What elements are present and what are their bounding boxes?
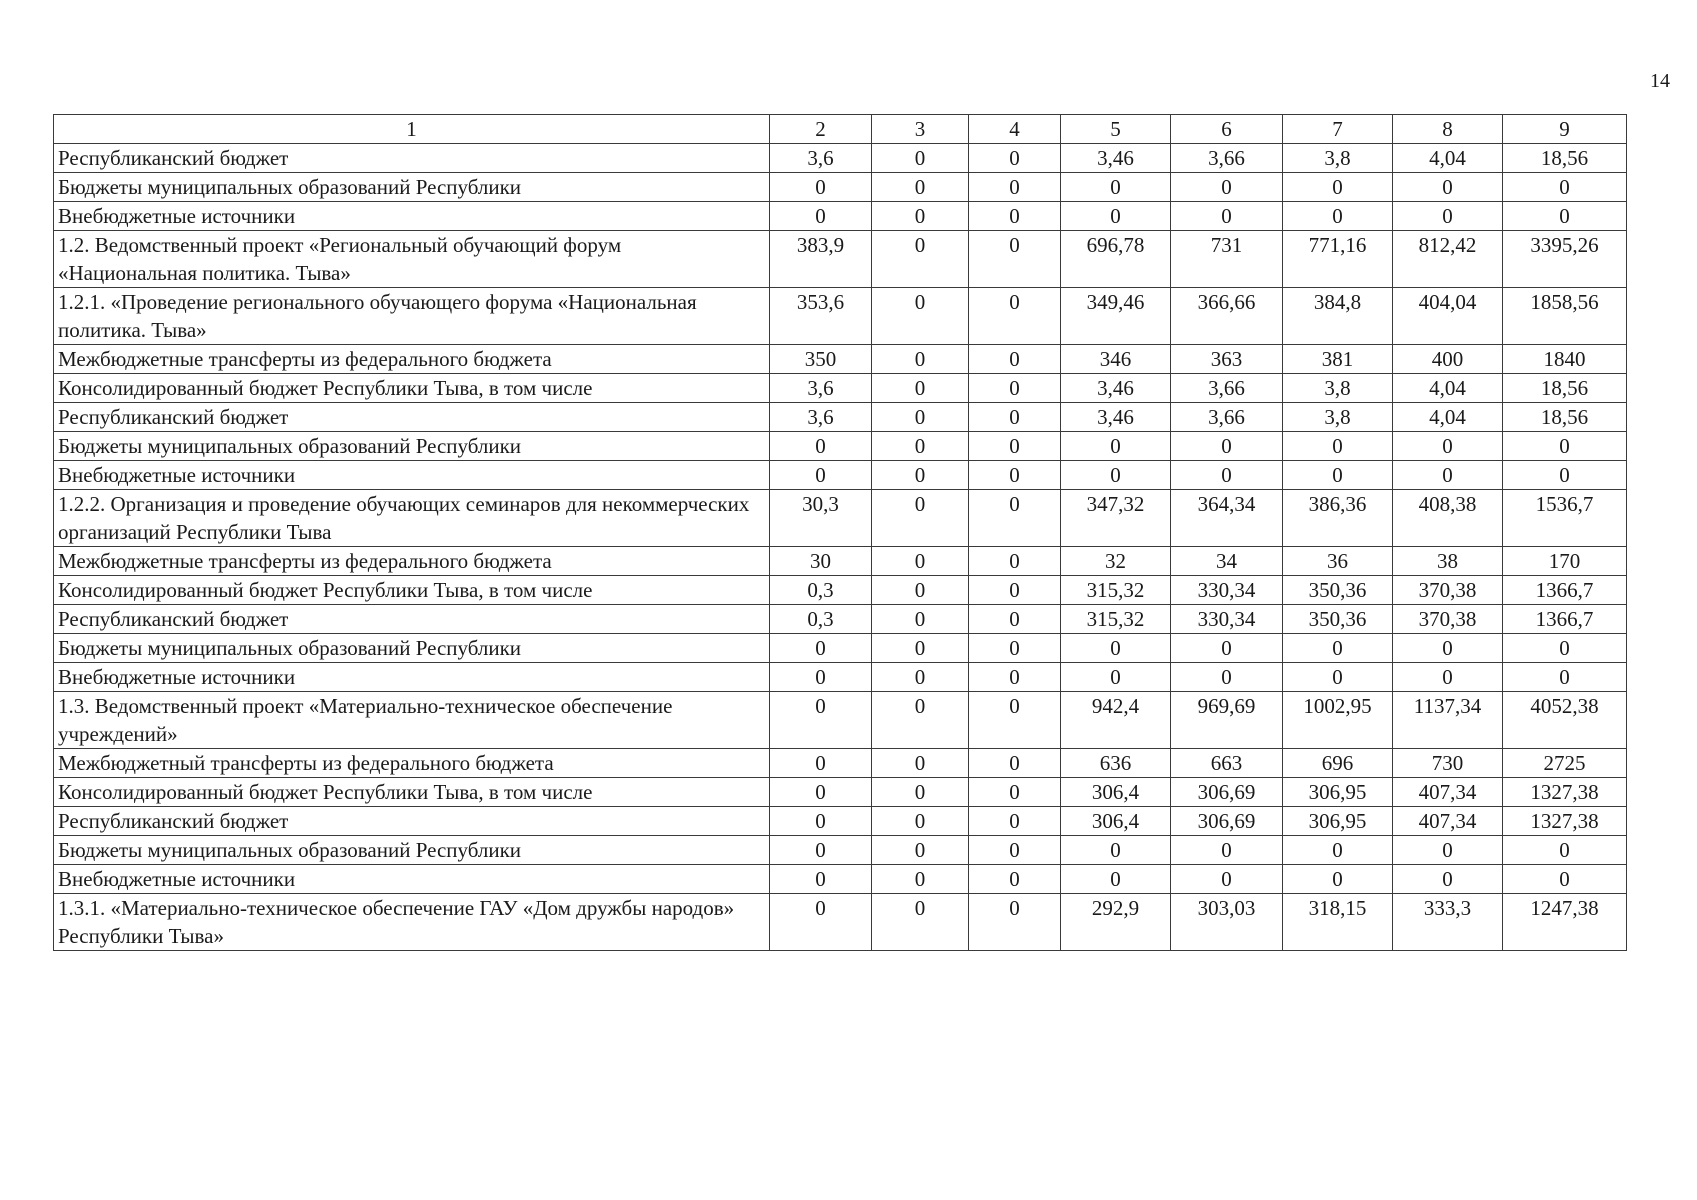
table-cell: 408,38 bbox=[1393, 490, 1503, 547]
table-cell: 0 bbox=[969, 663, 1061, 692]
table-cell: 1366,7 bbox=[1503, 576, 1627, 605]
table-cell: 0 bbox=[770, 432, 872, 461]
table-cell: 292,9 bbox=[1061, 894, 1171, 951]
table-cell: 0,3 bbox=[770, 605, 872, 634]
row-label: Республиканский бюджет bbox=[54, 605, 770, 634]
table-cell: 696 bbox=[1283, 749, 1393, 778]
row-label: Консолидированный бюджет Республики Тыва, в том числе bbox=[54, 374, 770, 403]
row-label: Бюджеты муниципальных образований Республики bbox=[54, 173, 770, 202]
table-cell: 0 bbox=[969, 144, 1061, 173]
table-cell: 0 bbox=[872, 173, 969, 202]
table-cell: 0 bbox=[1393, 663, 1503, 692]
table-cell: 0 bbox=[1503, 865, 1627, 894]
table-cell: 0 bbox=[1503, 634, 1627, 663]
table-cell: 1327,38 bbox=[1503, 778, 1627, 807]
table-row bbox=[54, 144, 1627, 173]
table-row bbox=[54, 231, 1627, 288]
table-cell: 0 bbox=[1503, 461, 1627, 490]
table-cell: 0 bbox=[969, 202, 1061, 231]
table-cell: 407,34 bbox=[1393, 778, 1503, 807]
table-cell: 0 bbox=[969, 778, 1061, 807]
row-label: Межбюджетные трансферты из федерального бюджета bbox=[54, 547, 770, 576]
row-label: Консолидированный бюджет Республики Тыва, в том числе bbox=[54, 778, 770, 807]
table-cell: 0 bbox=[1503, 173, 1627, 202]
table-cell: 0 bbox=[969, 432, 1061, 461]
table-cell: 0 bbox=[1503, 202, 1627, 231]
table-cell: 18,56 bbox=[1503, 144, 1627, 173]
table-cell: 969,69 bbox=[1171, 692, 1283, 749]
table-cell: 315,32 bbox=[1061, 605, 1171, 634]
table-cell: 812,42 bbox=[1393, 231, 1503, 288]
table-cell: 0 bbox=[1393, 173, 1503, 202]
column-number-header: 6 bbox=[1171, 115, 1283, 144]
column-number-header: 4 bbox=[969, 115, 1061, 144]
table-cell: 0 bbox=[770, 173, 872, 202]
table-cell: 0 bbox=[872, 345, 969, 374]
table-cell: 306,69 bbox=[1171, 807, 1283, 836]
table-cell: 0 bbox=[872, 432, 969, 461]
table-cell: 0 bbox=[872, 807, 969, 836]
table-cell: 0 bbox=[872, 547, 969, 576]
table-cell: 318,15 bbox=[1283, 894, 1393, 951]
table-cell: 330,34 bbox=[1171, 576, 1283, 605]
table-cell: 170 bbox=[1503, 547, 1627, 576]
table-cell: 0 bbox=[872, 692, 969, 749]
table-cell: 333,3 bbox=[1393, 894, 1503, 951]
table-cell: 0 bbox=[969, 576, 1061, 605]
table-cell: 381 bbox=[1283, 345, 1393, 374]
table-row bbox=[54, 605, 1627, 634]
table-cell: 350,36 bbox=[1283, 605, 1393, 634]
table-cell: 0 bbox=[872, 231, 969, 288]
table-cell: 3,66 bbox=[1171, 403, 1283, 432]
table-cell: 407,34 bbox=[1393, 807, 1503, 836]
table-cell: 4,04 bbox=[1393, 144, 1503, 173]
table-cell: 404,04 bbox=[1393, 288, 1503, 345]
row-label: Внебюджетные источники bbox=[54, 865, 770, 894]
row-label: Бюджеты муниципальных образований Республики bbox=[54, 836, 770, 865]
table-cell: 0 bbox=[872, 836, 969, 865]
row-label: 1.3.1. «Материально-техническое обеспечение ГАУ «Дом дружбы народов» Республики Тыва» bbox=[54, 894, 770, 951]
table-cell: 0 bbox=[969, 605, 1061, 634]
table-row bbox=[54, 865, 1627, 894]
table-cell: 370,38 bbox=[1393, 576, 1503, 605]
table-cell: 0 bbox=[969, 894, 1061, 951]
row-label: Межбюджетный трансферты из федерального бюджета bbox=[54, 749, 770, 778]
table-cell: 0 bbox=[770, 692, 872, 749]
table-cell: 730 bbox=[1393, 749, 1503, 778]
table-cell: 0 bbox=[872, 663, 969, 692]
table-cell: 3,6 bbox=[770, 403, 872, 432]
table-cell: 0 bbox=[872, 865, 969, 894]
table-cell: 0 bbox=[1283, 202, 1393, 231]
table-cell: 0 bbox=[969, 461, 1061, 490]
table-cell: 0 bbox=[872, 490, 969, 547]
table-cell: 349,46 bbox=[1061, 288, 1171, 345]
table-cell: 0 bbox=[872, 202, 969, 231]
table-cell: 0 bbox=[969, 231, 1061, 288]
table-cell: 36 bbox=[1283, 547, 1393, 576]
table-cell: 0 bbox=[1283, 461, 1393, 490]
table-cell: 3,8 bbox=[1283, 403, 1393, 432]
row-label: Внебюджетные источники bbox=[54, 202, 770, 231]
table-cell: 3395,26 bbox=[1503, 231, 1627, 288]
table-row bbox=[54, 490, 1627, 547]
table-cell: 0 bbox=[872, 144, 969, 173]
table-cell: 2725 bbox=[1503, 749, 1627, 778]
table-cell: 0 bbox=[1393, 865, 1503, 894]
table-cell: 1840 bbox=[1503, 345, 1627, 374]
row-label: Республиканский бюджет bbox=[54, 807, 770, 836]
table-cell: 0 bbox=[770, 634, 872, 663]
table-cell: 0 bbox=[1283, 663, 1393, 692]
table-cell: 0 bbox=[1171, 634, 1283, 663]
page-number: 14 bbox=[1650, 70, 1670, 92]
table-cell: 0 bbox=[1393, 836, 1503, 865]
table-cell: 306,95 bbox=[1283, 807, 1393, 836]
table-cell: 1002,95 bbox=[1283, 692, 1393, 749]
table-cell: 0 bbox=[1503, 663, 1627, 692]
table-row bbox=[54, 663, 1627, 692]
table-cell: 350,36 bbox=[1283, 576, 1393, 605]
table-cell: 0 bbox=[969, 807, 1061, 836]
table-row bbox=[54, 836, 1627, 865]
table-cell: 0 bbox=[872, 605, 969, 634]
table-cell: 330,34 bbox=[1171, 605, 1283, 634]
table-cell: 366,66 bbox=[1171, 288, 1283, 345]
budget-table bbox=[53, 114, 1627, 951]
table-body bbox=[54, 115, 1627, 951]
row-label: Республиканский бюджет bbox=[54, 144, 770, 173]
table-cell: 1247,38 bbox=[1503, 894, 1627, 951]
table-cell: 771,16 bbox=[1283, 231, 1393, 288]
table-cell: 18,56 bbox=[1503, 374, 1627, 403]
row-label: 1.2.1. «Проведение регионального обучающего форума «Национальная политика. Тыва» bbox=[54, 288, 770, 345]
table-cell: 30 bbox=[770, 547, 872, 576]
table-row bbox=[54, 173, 1627, 202]
table-cell: 1327,38 bbox=[1503, 807, 1627, 836]
table-row bbox=[54, 634, 1627, 663]
table-header-row bbox=[54, 115, 1627, 144]
table-cell: 3,66 bbox=[1171, 144, 1283, 173]
table-cell: 38 bbox=[1393, 547, 1503, 576]
row-label: 1.2.2. Организация и проведение обучающих семинаров для некоммерческих организаций Республики Тыва bbox=[54, 490, 770, 547]
table-cell: 0 bbox=[1171, 461, 1283, 490]
table-cell: 0 bbox=[1061, 634, 1171, 663]
row-label: Внебюджетные источники bbox=[54, 461, 770, 490]
table-cell: 0 bbox=[1283, 865, 1393, 894]
table-cell: 636 bbox=[1061, 749, 1171, 778]
column-number-header: 7 bbox=[1283, 115, 1393, 144]
table-row bbox=[54, 894, 1627, 951]
table-cell: 306,69 bbox=[1171, 778, 1283, 807]
table-cell: 0 bbox=[770, 749, 872, 778]
table-cell: 1137,34 bbox=[1393, 692, 1503, 749]
table-cell: 0 bbox=[1393, 634, 1503, 663]
table-row bbox=[54, 202, 1627, 231]
table-cell: 0 bbox=[969, 547, 1061, 576]
table-cell: 303,03 bbox=[1171, 894, 1283, 951]
table-cell: 0 bbox=[969, 749, 1061, 778]
row-label: 1.2. Ведомственный проект «Региональный обучающий форум «Национальная политика. Тыва» bbox=[54, 231, 770, 288]
row-label: Межбюджетные трансферты из федерального бюджета bbox=[54, 345, 770, 374]
table-cell: 0 bbox=[872, 288, 969, 345]
row-label: Внебюджетные источники bbox=[54, 663, 770, 692]
column-number-header: 5 bbox=[1061, 115, 1171, 144]
column-number-header: 3 bbox=[872, 115, 969, 144]
table-cell: 384,8 bbox=[1283, 288, 1393, 345]
column-number-header: 1 bbox=[54, 115, 770, 144]
table-cell: 0 bbox=[1061, 432, 1171, 461]
table-cell: 0,3 bbox=[770, 576, 872, 605]
table-cell: 0 bbox=[1171, 836, 1283, 865]
table-cell: 696,78 bbox=[1061, 231, 1171, 288]
table-cell: 3,46 bbox=[1061, 144, 1171, 173]
table-cell: 0 bbox=[1061, 202, 1171, 231]
table-cell: 3,46 bbox=[1061, 374, 1171, 403]
table-cell: 0 bbox=[1171, 202, 1283, 231]
column-number-header: 9 bbox=[1503, 115, 1627, 144]
table-cell: 0 bbox=[1393, 202, 1503, 231]
table-cell: 0 bbox=[872, 403, 969, 432]
table-row bbox=[54, 403, 1627, 432]
table-cell: 0 bbox=[969, 403, 1061, 432]
table-row bbox=[54, 749, 1627, 778]
table-row bbox=[54, 432, 1627, 461]
table-cell: 34 bbox=[1171, 547, 1283, 576]
table-cell: 0 bbox=[1061, 663, 1171, 692]
table-row bbox=[54, 345, 1627, 374]
table-cell: 0 bbox=[1171, 865, 1283, 894]
table-cell: 4,04 bbox=[1393, 403, 1503, 432]
table-cell: 0 bbox=[969, 288, 1061, 345]
column-number-header: 2 bbox=[770, 115, 872, 144]
table-cell: 3,8 bbox=[1283, 144, 1393, 173]
table-cell: 0 bbox=[872, 894, 969, 951]
table-cell: 0 bbox=[770, 202, 872, 231]
table-cell: 0 bbox=[770, 807, 872, 836]
table-cell: 0 bbox=[969, 173, 1061, 202]
column-number-header: 8 bbox=[1393, 115, 1503, 144]
row-label: Республиканский бюджет bbox=[54, 403, 770, 432]
table-cell: 731 bbox=[1171, 231, 1283, 288]
table-cell: 306,95 bbox=[1283, 778, 1393, 807]
table-cell: 0 bbox=[1171, 432, 1283, 461]
table-cell: 0 bbox=[770, 461, 872, 490]
table-cell: 350 bbox=[770, 345, 872, 374]
table-row bbox=[54, 547, 1627, 576]
table-cell: 386,36 bbox=[1283, 490, 1393, 547]
table-cell: 4,04 bbox=[1393, 374, 1503, 403]
table-cell: 0 bbox=[872, 749, 969, 778]
table-cell: 18,56 bbox=[1503, 403, 1627, 432]
table-cell: 306,4 bbox=[1061, 778, 1171, 807]
table-cell: 0 bbox=[770, 836, 872, 865]
table-cell: 315,32 bbox=[1061, 576, 1171, 605]
table-cell: 0 bbox=[872, 634, 969, 663]
table-cell: 4052,38 bbox=[1503, 692, 1627, 749]
table-cell: 1858,56 bbox=[1503, 288, 1627, 345]
table-cell: 0 bbox=[1503, 432, 1627, 461]
table-cell: 347,32 bbox=[1061, 490, 1171, 547]
table-cell: 0 bbox=[1503, 836, 1627, 865]
table-cell: 0 bbox=[1061, 461, 1171, 490]
table-cell: 3,6 bbox=[770, 144, 872, 173]
table-cell: 30,3 bbox=[770, 490, 872, 547]
table-cell: 353,6 bbox=[770, 288, 872, 345]
table-cell: 32 bbox=[1061, 547, 1171, 576]
table-row bbox=[54, 288, 1627, 345]
table-cell: 0 bbox=[770, 894, 872, 951]
table-cell: 0 bbox=[1061, 173, 1171, 202]
table-cell: 1366,7 bbox=[1503, 605, 1627, 634]
table-cell: 0 bbox=[969, 634, 1061, 663]
table-cell: 0 bbox=[872, 576, 969, 605]
table-row bbox=[54, 807, 1627, 836]
table-cell: 0 bbox=[872, 461, 969, 490]
table-cell: 0 bbox=[969, 345, 1061, 374]
table-cell: 0 bbox=[1283, 432, 1393, 461]
row-label: Консолидированный бюджет Республики Тыва, в том числе bbox=[54, 576, 770, 605]
table-cell: 0 bbox=[1283, 836, 1393, 865]
table-cell: 3,6 bbox=[770, 374, 872, 403]
table-cell: 0 bbox=[770, 865, 872, 894]
table-cell: 0 bbox=[1283, 634, 1393, 663]
table-cell: 0 bbox=[1393, 432, 1503, 461]
table-cell: 0 bbox=[770, 778, 872, 807]
table-cell: 0 bbox=[969, 836, 1061, 865]
table-row bbox=[54, 778, 1627, 807]
row-label: 1.3. Ведомственный проект «Материально-техническое обеспечение учреждений» bbox=[54, 692, 770, 749]
table-cell: 0 bbox=[1171, 173, 1283, 202]
table-cell: 0 bbox=[1283, 173, 1393, 202]
table-cell: 942,4 bbox=[1061, 692, 1171, 749]
table-row bbox=[54, 461, 1627, 490]
table-row bbox=[54, 576, 1627, 605]
table-cell: 3,8 bbox=[1283, 374, 1393, 403]
table-cell: 0 bbox=[770, 663, 872, 692]
table-cell: 383,9 bbox=[770, 231, 872, 288]
table-cell: 0 bbox=[969, 374, 1061, 403]
table-cell: 0 bbox=[872, 778, 969, 807]
table-cell: 363 bbox=[1171, 345, 1283, 374]
table-row bbox=[54, 374, 1627, 403]
table-cell: 0 bbox=[1061, 836, 1171, 865]
table-cell: 0 bbox=[969, 490, 1061, 547]
table-cell: 0 bbox=[1393, 461, 1503, 490]
table-cell: 306,4 bbox=[1061, 807, 1171, 836]
table-cell: 1536,7 bbox=[1503, 490, 1627, 547]
row-label: Бюджеты муниципальных образований Республики bbox=[54, 432, 770, 461]
table-cell: 0 bbox=[872, 374, 969, 403]
table-cell: 346 bbox=[1061, 345, 1171, 374]
table-cell: 0 bbox=[969, 692, 1061, 749]
table-cell: 3,66 bbox=[1171, 374, 1283, 403]
table-row bbox=[54, 692, 1627, 749]
table-cell: 364,34 bbox=[1171, 490, 1283, 547]
table-cell: 0 bbox=[1171, 663, 1283, 692]
table-cell: 0 bbox=[969, 865, 1061, 894]
table-cell: 0 bbox=[1061, 865, 1171, 894]
table-cell: 400 bbox=[1393, 345, 1503, 374]
table-cell: 663 bbox=[1171, 749, 1283, 778]
table-cell: 370,38 bbox=[1393, 605, 1503, 634]
row-label: Бюджеты муниципальных образований Республики bbox=[54, 634, 770, 663]
table-cell: 3,46 bbox=[1061, 403, 1171, 432]
